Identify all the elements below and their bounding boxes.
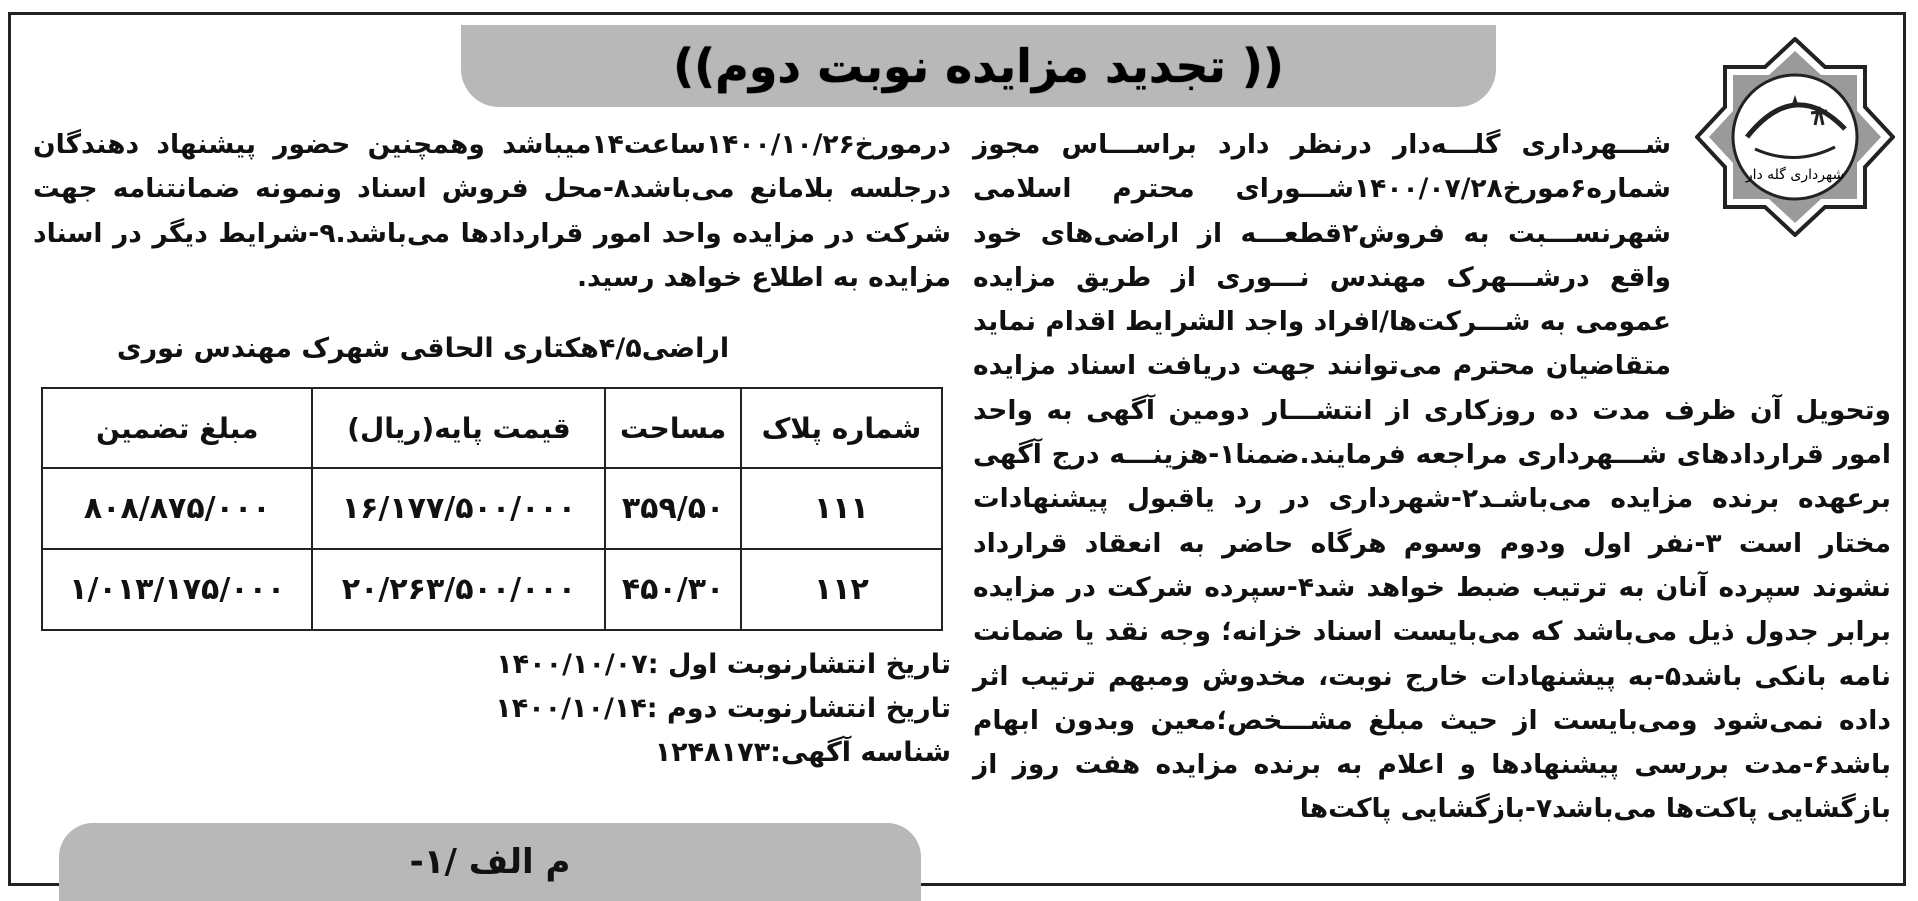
- bid-table: [41, 387, 943, 631]
- ad-identifier: شناسه آگهی:۱۲۴۸۱۷۳: [654, 737, 951, 768]
- cell-area: ۴۵۰/۳۰: [605, 549, 740, 630]
- cell-guarantee: ۸۰۸/۸۷۵/۰۰۰: [42, 468, 312, 549]
- cell-base-price: ۱۶/۱۷۷/۵۰۰/۰۰۰: [312, 468, 605, 549]
- footer-banner: [59, 823, 921, 901]
- table-header-row: [42, 388, 942, 468]
- first-publication-date: تاریخ انتشارنوبت اول :۱۴۰۰/۱۰/۰۷: [496, 649, 951, 680]
- header-base-price: قیمت پایه(ریال): [312, 388, 605, 468]
- cell-plot-number: ۱۱۱: [741, 468, 942, 549]
- header-area: مساحت: [605, 388, 740, 468]
- cell-plot-number: ۱۱۲: [741, 549, 942, 630]
- cell-guarantee: ۱/۰۱۳/۱۷۵/۰۰۰: [42, 549, 312, 630]
- svg-text:شهرداری گله دار: شهرداری گله دار: [1745, 167, 1845, 183]
- land-subtitle: اراضی۴/۵هکتاری الحاقی شهرک مهندس نوری: [116, 333, 730, 364]
- notice-frame: [8, 12, 1906, 886]
- notice-body-right: شـــهرداری گلـــه‌دار درنظر دارد براســـاس مجوز شماره۶مورخ۱۴۰۰/۰۷/۲۸شـــورای محترم اسلامی شهرنســـبت به فروش۲قطعـــه از اراضی‌های خود واقع درشـــهرک مهندس نـــوری از طریق مزایده عمومی به شـــرکت‌ها/افراد واجد الشرایط اقدام نماید متقاضیان محترم می‌توانند جهت دریافت اسناد مزایده وتحویل آن ظرف مدت ده روزکاری از انتشـــار دومین آگهی به واحد امور قراردادهای شـــهرداری مراجعه فرمایند.ضمنا۱-هزینـــه درج آگهی برعهده برنده مزایده می‌باشـد۲-شهرداری در رد یاقبول پیشنهادات مختار است ۳-نفر اول ودوم وسوم هرگاه حاضر به انعقاد قرارداد نشوند سپرده آنان به ترتیب ضبط خواهد شد۴-سپرده شرکت در مزایده برابر جدول ذیل می‌باشد که می‌بایست اسناد خزانه؛ وجه نقد یا ضمانت نامه بانکی باشد۵-به پیشنهادات خارج نوبت، مخدوش ومبهم ترتیب اثر داده نمی‌شود ومی‌بایست از حیث مبلغ مشـــخص؛معین وبدون ابهام باشد۶-مدت بررسی پیشنهادها و اعلام به برنده مزایده هفت روز از بازگشایی پاکت‌ها می‌باشد۷-بازگشایی پاکت‌ها: [973, 129, 1892, 825]
- header-guarantee: مبلغ تضمین: [42, 388, 312, 468]
- second-publication-date: تاریخ انتشارنوبت دوم :۱۴۰۰/۱۰/۱۴: [495, 693, 951, 724]
- notice-body-left: درمورخ۱۴۰۰/۱۰/۲۶ساعت۱۴میباشد وهمچنین حضور پیشنهاد دهندگان درجلسه بلامانع می‌باشد۸-محل فروش اسناد ونمونه ضمانتنامه جهت شرکت در مزایده واحد امور قراردادها می‌باشد.۹-شرایط دیگر در اسناد مزایده به اطلاع خواهد رسید.: [33, 129, 951, 293]
- footer-code: م الف /۱-: [409, 842, 571, 882]
- cell-area: ۳۵۹/۵۰: [605, 468, 740, 549]
- notice-title: (( تجدید مزایده نوبت دوم)): [673, 39, 1284, 93]
- table-row: [42, 468, 942, 549]
- publication-dates: [33, 643, 951, 775]
- cell-base-price: ۲۰/۲۶۳/۵۰۰/۰۰۰: [312, 549, 605, 630]
- header-plot-number: شماره پلاک: [741, 388, 942, 468]
- table-row: [42, 549, 942, 630]
- title-banner: [461, 25, 1496, 107]
